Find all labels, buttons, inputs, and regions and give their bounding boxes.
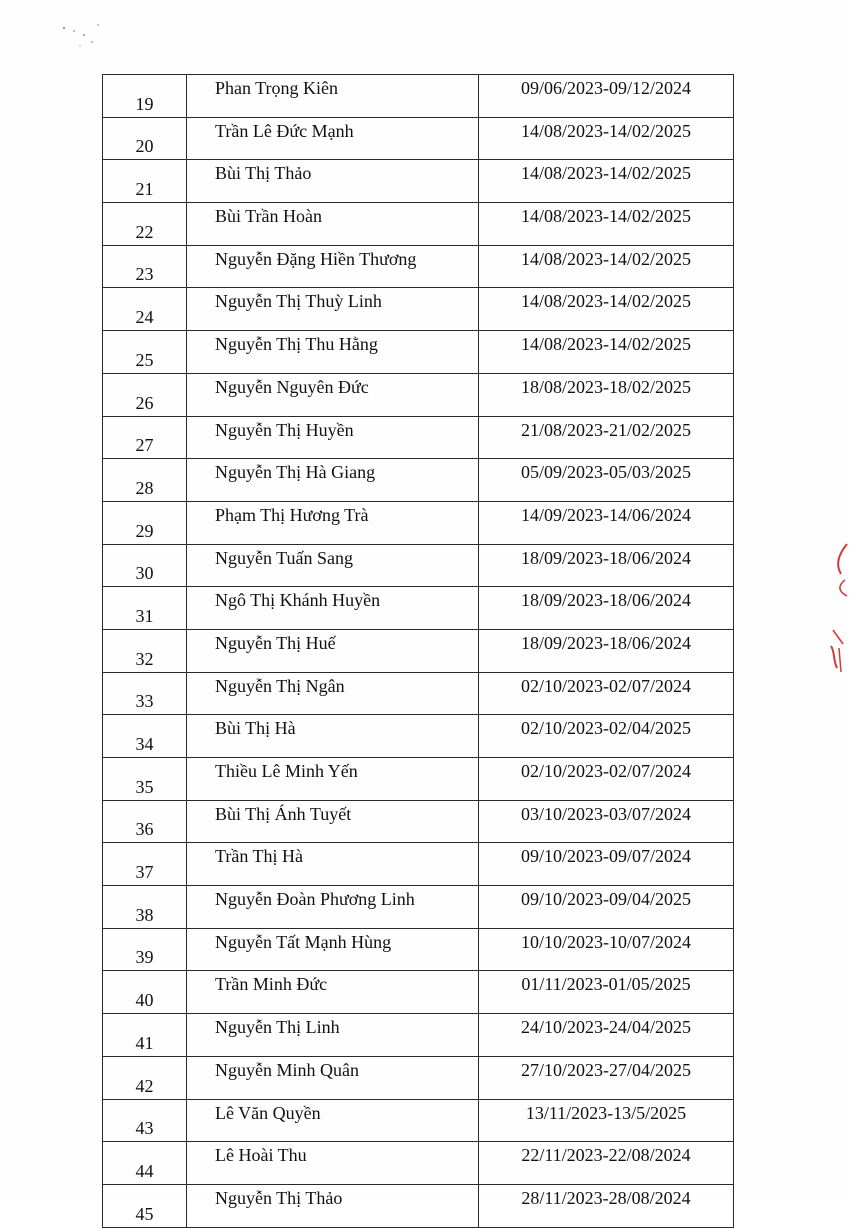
employee-name: Bùi Trần Hoàn xyxy=(187,203,479,246)
employee-name: Nguyễn Tất Mạnh Hùng xyxy=(187,928,479,971)
table-row xyxy=(103,1099,734,1142)
row-number: 32 xyxy=(103,629,187,672)
employee-name: Lê Hoài Thu xyxy=(187,1142,479,1185)
table-row xyxy=(103,1056,734,1099)
table-row xyxy=(103,1142,734,1185)
row-number: 33 xyxy=(103,672,187,715)
table-row xyxy=(103,331,734,374)
table-row xyxy=(103,75,734,118)
row-number: 42 xyxy=(103,1056,187,1099)
contract-period: 14/08/2023-14/02/2025 xyxy=(479,203,734,246)
row-number: 20 xyxy=(103,117,187,160)
employee-name: Nguyễn Thị Thảo xyxy=(187,1184,479,1227)
contract-period: 14/09/2023-14/06/2024 xyxy=(479,501,734,544)
row-number: 34 xyxy=(103,715,187,758)
contract-period: 22/11/2023-22/08/2024 xyxy=(479,1142,734,1185)
employee-name: Nguyễn Thị Thu Hằng xyxy=(187,331,479,374)
employee-name: Nguyễn Minh Quân xyxy=(187,1056,479,1099)
row-number: 41 xyxy=(103,1014,187,1057)
contract-period: 18/09/2023-18/06/2024 xyxy=(479,629,734,672)
employee-name: Lê Văn Quyền xyxy=(187,1099,479,1142)
table-row xyxy=(103,672,734,715)
employee-name: Nguyễn Đoàn Phương Linh xyxy=(187,886,479,929)
employee-name: Ngô Thị Khánh Huyền xyxy=(187,587,479,630)
employee-name: Bùi Thị Thảo xyxy=(187,160,479,203)
row-number: 27 xyxy=(103,416,187,459)
contract-period: 14/08/2023-14/02/2025 xyxy=(479,117,734,160)
table-row xyxy=(103,203,734,246)
row-number: 24 xyxy=(103,288,187,331)
table-row xyxy=(103,928,734,971)
contract-period: 28/11/2023-28/08/2024 xyxy=(479,1184,734,1227)
table-row xyxy=(103,1014,734,1057)
row-number: 45 xyxy=(103,1184,187,1227)
table-row xyxy=(103,288,734,331)
table-row xyxy=(103,843,734,886)
table-body xyxy=(103,75,734,1228)
contract-period: 18/08/2023-18/02/2025 xyxy=(479,373,734,416)
contract-period: 01/11/2023-01/05/2025 xyxy=(479,971,734,1014)
employee-name: Nguyễn Thị Hà Giang xyxy=(187,459,479,502)
employee-name: Nguyễn Thị Linh xyxy=(187,1014,479,1057)
row-number: 28 xyxy=(103,459,187,502)
table-row xyxy=(103,373,734,416)
contract-period: 14/08/2023-14/02/2025 xyxy=(479,245,734,288)
table-row xyxy=(103,971,734,1014)
table-row xyxy=(103,587,734,630)
row-number: 30 xyxy=(103,544,187,587)
row-number: 37 xyxy=(103,843,187,886)
scan-specks-icon xyxy=(52,22,112,52)
contract-period: 10/10/2023-10/07/2024 xyxy=(479,928,734,971)
table-row xyxy=(103,501,734,544)
table-row xyxy=(103,459,734,502)
red-stamp-edge-icon xyxy=(827,540,849,680)
employee-name: Nguyễn Nguyên Đức xyxy=(187,373,479,416)
contract-period: 21/08/2023-21/02/2025 xyxy=(479,416,734,459)
row-number: 40 xyxy=(103,971,187,1014)
row-number: 23 xyxy=(103,245,187,288)
employee-name: Trần Minh Đức xyxy=(187,971,479,1014)
contract-period: 18/09/2023-18/06/2024 xyxy=(479,544,734,587)
contract-period: 02/10/2023-02/07/2024 xyxy=(479,758,734,801)
row-number: 25 xyxy=(103,331,187,374)
table-row xyxy=(103,758,734,801)
contract-period: 13/11/2023-13/5/2025 xyxy=(479,1099,734,1142)
table-row xyxy=(103,117,734,160)
row-number: 31 xyxy=(103,587,187,630)
employee-name: Phạm Thị Hương Trà xyxy=(187,501,479,544)
row-number: 21 xyxy=(103,160,187,203)
table-row xyxy=(103,715,734,758)
contract-period: 18/09/2023-18/06/2024 xyxy=(479,587,734,630)
row-number: 19 xyxy=(103,75,187,118)
table-row xyxy=(103,160,734,203)
table-row xyxy=(103,886,734,929)
contract-period: 05/09/2023-05/03/2025 xyxy=(479,459,734,502)
row-number: 43 xyxy=(103,1099,187,1142)
row-number: 44 xyxy=(103,1142,187,1185)
contract-period: 14/08/2023-14/02/2025 xyxy=(479,288,734,331)
table-row xyxy=(103,544,734,587)
contract-period: 14/08/2023-14/02/2025 xyxy=(479,331,734,374)
contract-period: 09/06/2023-09/12/2024 xyxy=(479,75,734,118)
employee-name: Nguyễn Thị Ngân xyxy=(187,672,479,715)
table-row xyxy=(103,1184,734,1227)
contract-period: 02/10/2023-02/04/2025 xyxy=(479,715,734,758)
table-row xyxy=(103,416,734,459)
row-number: 26 xyxy=(103,373,187,416)
contract-period: 03/10/2023-03/07/2024 xyxy=(479,800,734,843)
employee-name: Nguyễn Tuấn Sang xyxy=(187,544,479,587)
employee-name: Nguyễn Thị Thuỳ Linh xyxy=(187,288,479,331)
employee-name: Bùi Thị Ánh Tuyết xyxy=(187,800,479,843)
contract-period: 24/10/2023-24/04/2025 xyxy=(479,1014,734,1057)
contract-period: 09/10/2023-09/04/2025 xyxy=(479,886,734,929)
table-row xyxy=(103,800,734,843)
employee-name: Trần Lê Đức Mạnh xyxy=(187,117,479,160)
employee-name: Nguyễn Thị Huyền xyxy=(187,416,479,459)
employee-name: Trần Thị Hà xyxy=(187,843,479,886)
row-number: 39 xyxy=(103,928,187,971)
contract-period: 09/10/2023-09/07/2024 xyxy=(479,843,734,886)
row-number: 29 xyxy=(103,501,187,544)
table-row xyxy=(103,245,734,288)
row-number: 22 xyxy=(103,203,187,246)
employee-table xyxy=(102,74,734,1228)
row-number: 38 xyxy=(103,886,187,929)
contract-period: 02/10/2023-02/07/2024 xyxy=(479,672,734,715)
table-row xyxy=(103,629,734,672)
contract-period: 27/10/2023-27/04/2025 xyxy=(479,1056,734,1099)
employee-name: Nguyễn Thị Huế xyxy=(187,629,479,672)
employee-name: Phan Trọng Kiên xyxy=(187,75,479,118)
employee-name: Bùi Thị Hà xyxy=(187,715,479,758)
row-number: 35 xyxy=(103,758,187,801)
row-number: 36 xyxy=(103,800,187,843)
employee-name: Thiều Lê Minh Yến xyxy=(187,758,479,801)
employee-name: Nguyễn Đặng Hiền Thương xyxy=(187,245,479,288)
contract-period: 14/08/2023-14/02/2025 xyxy=(479,160,734,203)
